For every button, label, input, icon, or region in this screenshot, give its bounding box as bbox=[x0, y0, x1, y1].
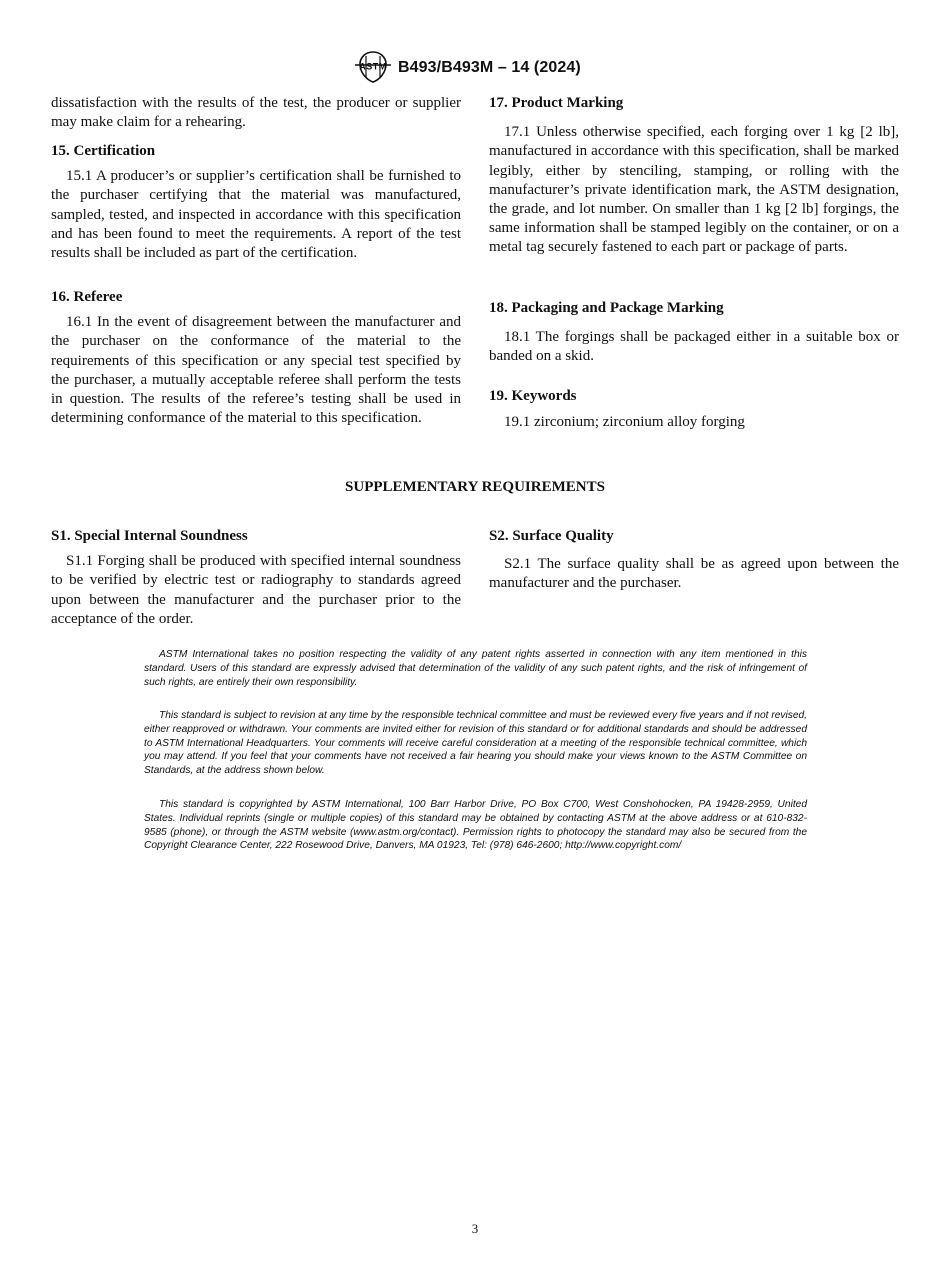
s1-heading: S1. Special Internal Soundness bbox=[51, 528, 248, 544]
section-16 bbox=[51, 288, 461, 428]
continued-paragraph: dissatisfaction with the results of the test, the producer or supplier may make claim for a rehearing. bbox=[51, 95, 461, 131]
page-number: 3 bbox=[471, 1221, 479, 1236]
section-19-1-paragraph: 19.1 zirconium; zirconium alloy forging bbox=[504, 414, 745, 431]
page-header bbox=[0, 50, 950, 86]
section-17 bbox=[489, 94, 899, 258]
section-18-heading: 18. Packaging and Package Marking bbox=[489, 300, 724, 316]
patent-notice bbox=[144, 648, 807, 689]
section-15-heading: 15. Certification bbox=[51, 143, 156, 159]
section-18-1-paragraph: 18.1 The forgings shall be packaged either in a suitable box or banded on a skid. bbox=[489, 329, 899, 365]
s1-1-paragraph: S1.1 Forging shall be produced with specified internal soundness to be verified by electric test or radiography to standards agreed upon between the manufacturer and the purchaser prior to the acceptance of the order. bbox=[51, 553, 461, 627]
revision-notice bbox=[144, 709, 807, 778]
left-column bbox=[51, 94, 461, 132]
s2-1-paragraph: S2.1 The surface quality shall be as agreed upon between the manufacturer and the purchaser. bbox=[489, 556, 899, 592]
astm-logo-icon bbox=[353, 50, 393, 84]
astm-logo bbox=[353, 50, 393, 84]
section-15 bbox=[51, 142, 461, 263]
section-19 bbox=[489, 387, 899, 432]
section-16-heading: 16. Referee bbox=[51, 289, 123, 305]
standard-designation: B493/B493M – 14 (2024) bbox=[398, 59, 581, 76]
section-19-heading: 19. Keywords bbox=[489, 388, 577, 404]
revision-notice-text: This standard is subject to revision at any time by the responsible technical committee and must be reviewed every five years and if not revised, either reapproved or withdrawn. Your comments are invited either for revision of this standard or for additional standards and should be addressed to ASTM International Headquarters. Your comments will receive careful consideration at a meeting of the responsible technical committee, which you may attend. If you feel that your comments have not received a fair hearing you should make your views known to the ASTM Committee on Standards, at the address shown below. bbox=[144, 710, 807, 777]
svg-text:ASTM: ASTM bbox=[359, 61, 387, 72]
patent-notice-text: ASTM International takes no position respecting the validity of any patent rights asserted in connection with any item mentioned in this standard. Users of this standard are expressly advised that determination of the validity of any such patent rights, and the risk of infringement of such rights, are entirely their own responsibility. bbox=[144, 649, 807, 688]
section-18 bbox=[489, 299, 899, 367]
section-17-1-paragraph: 17.1 Unless otherwise specified, each forging over 1 kg [2 lb], manufactured in accordance with this specification, shall be marked legibly, either by stenciling, stamping, or rolling with the manufacturer’s private identification mark, the ASTM designation, the grade, and lot number. On smaller than 1 kg [2 lb] forgings, the same information shall be stamped legibly on the container, or on a metal tag securely fastened to each part or package of parts. bbox=[489, 124, 899, 256]
copyright-notice bbox=[144, 798, 807, 853]
section-15-1-paragraph: 15.1 A producer’s or supplier’s certification shall be furnished to the purchaser certifying that the material was manufactured, sampled, tested, and inspected in accordance with this specification and has been found to meet the requirements. A report of the test results shall be included as part of the certification. bbox=[51, 168, 461, 262]
copyright-notice-text: This standard is copyrighted by ASTM International, 100 Barr Harbor Drive, PO Box C700, West Conshohocken, PA 19428-2959, United States. Individual reprints (single or multiple copies) of this standard may be obtained by contacting ASTM at the above address or at 610-832-9585 (phone), or through the ASTM website (www.astm.org/contact). Permission rights to photocopy the standard may also be secured from the Copyright Clearance Center, 222 Rosewood Drive, Danvers, MA 01923, Tel: (978) 646-2600; http://www.copyright.com/ bbox=[144, 799, 807, 852]
supplementary-s2 bbox=[489, 527, 899, 594]
supplementary-s1 bbox=[51, 527, 461, 629]
section-16-1-paragraph: 16.1 In the event of disagreement between the manufacturer and the purchaser on the conformance of the material to the requirements of this specification or any special test specified by the purchaser, a mutually acceptable referee shall perform the tests in question. The results of the referee’s testing shall be used in determining conformance of the material to this specification. bbox=[51, 314, 461, 427]
supplementary-requirements-title: SUPPLEMENTARY REQUIREMENTS bbox=[345, 479, 605, 495]
s2-heading: S2. Surface Quality bbox=[489, 528, 614, 544]
section-17-heading: 17. Product Marking bbox=[489, 95, 624, 111]
